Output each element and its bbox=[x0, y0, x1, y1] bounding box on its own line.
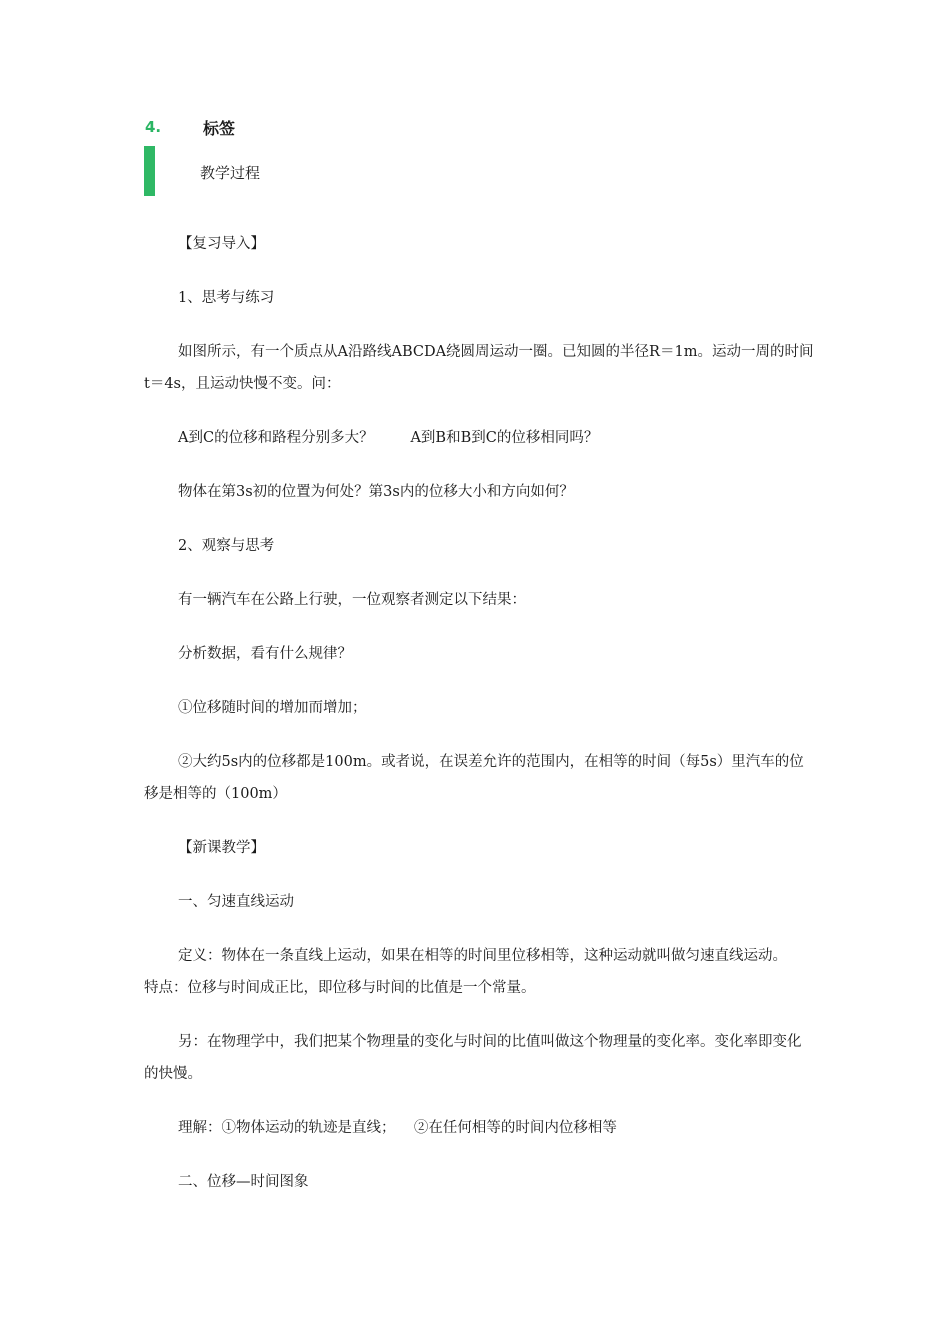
section-accent-bar bbox=[144, 146, 155, 196]
section-label: 教学过程 bbox=[200, 164, 261, 182]
observe-think-heading: 2、观察与思考 bbox=[178, 538, 275, 554]
displacement-time-graph-heading: 二、位移—时间图象 bbox=[178, 1174, 309, 1190]
heading-title: 标签 bbox=[203, 118, 236, 138]
observation-point-2: ②大约5s内的位移都是100m。或者说，在误差允许的范围内，在相等的时间（每5s）里汽车的位移是相等的（100m） bbox=[144, 754, 804, 802]
problem-statement: 如图所示，有一个质点从A沿路线ABCDA绕圆周运动一圈。已知圆的半径R＝1m。运动一周的时间t＝4s，且运动快慢不变。问： bbox=[144, 344, 814, 392]
question-displacement-ac: A到C的位移和路程分别多大？ A到B和B到C的位移相同吗？ bbox=[178, 430, 599, 446]
rate-of-change-text: 另：在物理学中，我们把某个物理量的变化与时间的比值叫做这个物理量的变化率。变化率即变化的快慢。 bbox=[144, 1034, 802, 1082]
question-third-second: 物体在第3s初的位置为何处？第3s内的位移大小和方向如何？ bbox=[178, 484, 574, 500]
think-practice-heading: 1、思考与练习 bbox=[178, 290, 275, 306]
section-heading bbox=[145, 116, 235, 138]
new-lesson-heading: 【新课教学】 bbox=[178, 840, 265, 856]
uniform-motion-heading: 一、匀速直线运动 bbox=[178, 894, 294, 910]
heading-number: 4. bbox=[145, 118, 162, 136]
understanding-text: 理解：①物体运动的轨迹是直线； ②在任何相等的时间内位移相等 bbox=[178, 1120, 617, 1136]
observation-point-1: ①位移随时间的增加而增加； bbox=[178, 700, 367, 716]
analyze-data-text: 分析数据，看有什么规律？ bbox=[178, 646, 352, 662]
definition-text: 定义：物体在一条直线上运动，如果在相等的时间里位移相等，这种运动就叫做匀速直线运动。 特点：位移与时间成正比，即位移与时间的比值是一个常量。 bbox=[144, 948, 820, 996]
car-observation-text: 有一辆汽车在公路上行驶，一位观察者测定以下结果： bbox=[178, 592, 526, 608]
review-intro-heading: 【复习导入】 bbox=[178, 236, 265, 252]
